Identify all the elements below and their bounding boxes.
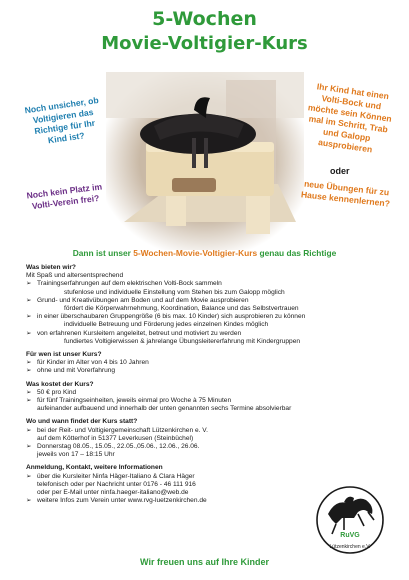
- question-no-place: Noch kein Platz im Volti-Verein frei?: [25, 181, 103, 212]
- list-item: ➢ von erfahrenen Kursleitern angeleitet, betreut und motiviert zu werden: [26, 330, 366, 338]
- section-heading-contact: Anmeldung, Kontakt, weitere Informationen: [26, 464, 163, 472]
- or-label: oder: [330, 166, 350, 176]
- logo-name: Lützenkirchen e.V.: [329, 544, 371, 550]
- tagline-suffix: genau das Richtige: [257, 248, 337, 258]
- list-item: ➢ Grund- und Kreativübungen am Boden und auf dem Movie ausprobieren: [26, 297, 366, 305]
- tagline-highlight: 5-Wochen-Movie-Voltigier-Kurs: [133, 248, 258, 258]
- list-item-detail: auf dem Kötterhof in 51377 Leverkusen (Steinbüchel): [37, 434, 194, 442]
- list-item-detail: fördert die Körperwahrnehmung, Koordination, Balance und das Selbstvertrauen: [64, 305, 299, 313]
- list-item: ➢ weitere Infos zum Verein unter www.rvg-luetzenkirchen.de: [26, 497, 366, 505]
- list-item: ➢ Trainingserfahrungen auf dem elektrischen Volti-Bock sammeln: [26, 280, 366, 288]
- question-unsure: Noch unsicher, ob Voltigieren das Richtige für Ihr Kind ist?: [24, 95, 100, 146]
- list-item-detail: aufeinander aufbauend und innerhalb der unten genannten sechs Termine absolvierbar: [37, 405, 292, 413]
- list-item: ➢ Donnerstag 08.05., 15.05., 22.05.,05.06., 12.06., 26.06.: [26, 443, 366, 451]
- list-item-detail: individuelle Betreuung und Förderung jedes einzelnen Kindes möglich: [64, 321, 269, 329]
- list-item-detail: oder per E-Mail unter ninfa.haeger-italiano@web.de: [37, 489, 189, 497]
- list-item-detail: fundiertes Voltigierwissen & jahrelange Übungsleitererfahrung mit Kindergruppen: [64, 337, 301, 345]
- list-item: ➢ in einer überschaubaren Gruppengröße (6 bis max. 10 Kinder) sich ausprobieren zu können: [26, 313, 366, 321]
- page-title-line2: Movie-Voltigier-Kurs: [101, 33, 308, 54]
- section-heading-audience: Für wen ist unser Kurs?: [26, 351, 102, 359]
- offer-intro: Mit Spaß und altersentsprechend: [26, 272, 124, 280]
- list-item: ➢ über die Kursleiter Ninfa Häger-Italiano & Clara Häger: [26, 473, 366, 481]
- logo-initials: RuVG: [340, 532, 360, 539]
- volti-barrel-photo: [106, 72, 304, 250]
- question-has-barrel: Ihr Kind hat einen Volti-Bock und möchte sein Können mal im Schritt, Trab und Galopp ausprobieren: [307, 81, 393, 155]
- section-heading-cost: Was kostet der Kurs?: [26, 380, 94, 388]
- list-item: ➢ für Kinder im Alter von 4 bis 10 Jahren: [26, 359, 366, 367]
- list-item: ➢ 50 € pro Kind: [26, 389, 366, 397]
- footer-slogan: Wir freuen uns auf Ihre Kinder: [140, 557, 269, 567]
- section-heading-where: Wo und wann findet der Kurs statt?: [26, 418, 138, 426]
- list-item-detail: stufenlose und individuelle Einstellung vom Stehen bis zum Galopp möglich: [64, 288, 285, 296]
- tagline: [0, 248, 409, 258]
- list-item: ➢ ohne und mit Vorerfahrung: [26, 367, 366, 375]
- course-details: [26, 264, 366, 505]
- club-logo: [314, 484, 386, 556]
- list-item: ➢ für fünf Trainingseinheiten, jeweils einmal pro Woche à 75 Minuten: [26, 397, 366, 405]
- list-item-detail: telefonisch oder per Nachricht unter 0176 - 46 111 916: [37, 480, 196, 488]
- list-item-detail: jeweils von 17 – 18:15 Uhr: [37, 451, 115, 459]
- page-title-line1: 5-Wochen: [152, 8, 257, 30]
- list-item: ➢ bei der Reit- und Voltigiergemeinschaft Lützenkirchen e. V.: [26, 427, 366, 435]
- section-heading-offer: Was bieten wir?: [26, 264, 76, 271]
- tagline-prefix: Dann ist unser: [72, 248, 134, 258]
- question-new-exercises: neue Übungen für zu Hause kennenlernen?: [300, 178, 391, 209]
